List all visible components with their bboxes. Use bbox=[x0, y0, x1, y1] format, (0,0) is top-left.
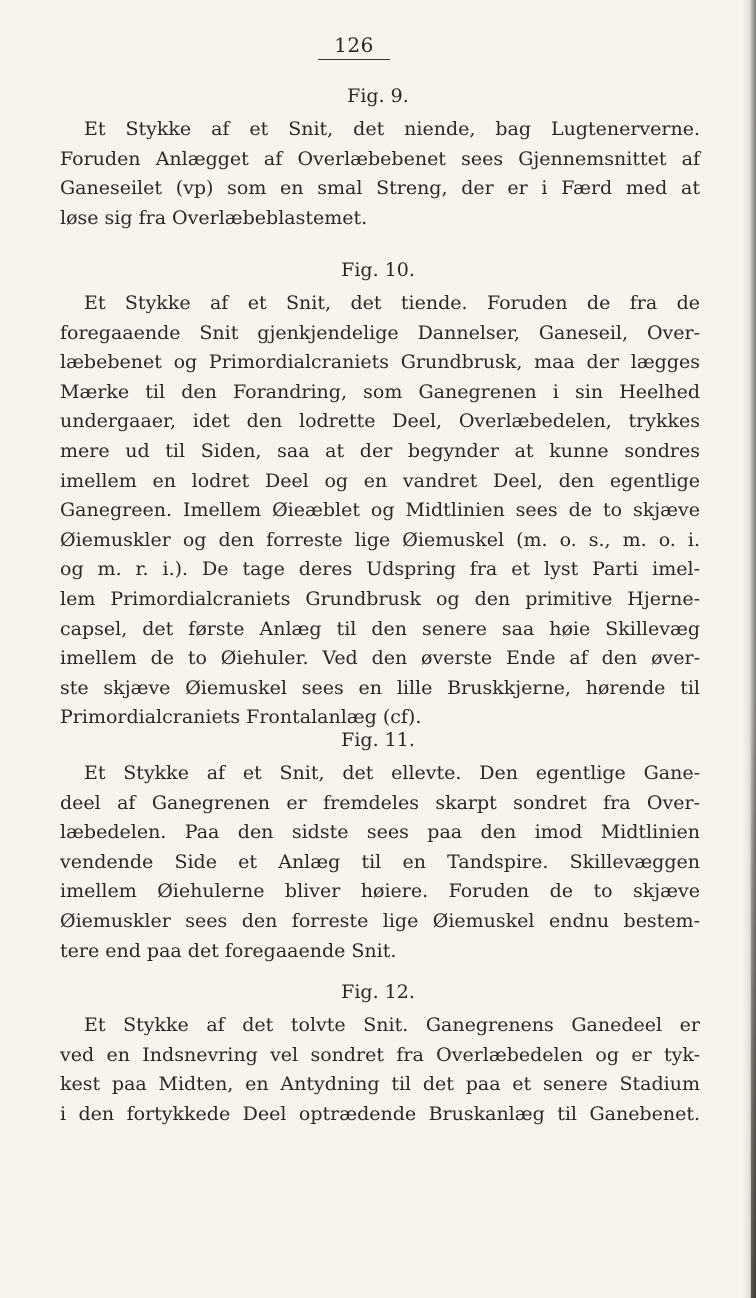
text-line: Foruden Anlægget af Overlæbebenet sees Gjennemsnittet af bbox=[60, 147, 700, 170]
text-line: Primordialcraniets Frontalanlæg (cf). bbox=[60, 706, 422, 729]
text-line: imellem Øiehulerne bliver høiere. Foruden de to skjæve bbox=[60, 880, 700, 903]
fig-10-heading: Fig. 10. bbox=[341, 259, 415, 281]
text-line: Mærke til den Forandring, som Ganegrenen i sin Heelhed bbox=[60, 380, 700, 403]
fig-11-heading: Fig. 11. bbox=[341, 729, 415, 751]
text-line: Et Stykke af et Snit, det ellevte. Den egentlige Gane- bbox=[84, 762, 700, 784]
text-line: Ganegreen. Imellem Øieæblet og Midtlinien sees de to skjæve bbox=[60, 499, 700, 522]
text-line: Øiemuskler sees den forreste lige Øiemuskel endnu bestem- bbox=[60, 909, 700, 932]
fig-11-paragraph bbox=[60, 759, 700, 966]
text-line: vendende Side et Anlæg til en Tandspire. Skillevæggen bbox=[60, 850, 700, 873]
text-line: lem Primordialcraniets Grundbrusk og den primitive Hjerne- bbox=[60, 587, 700, 610]
fig-9-heading: Fig. 9. bbox=[347, 85, 409, 107]
text-line: og m. r. i.). De tage deres Udspring fra et lyst Parti imel- bbox=[60, 558, 700, 581]
fig-9-paragraph bbox=[60, 115, 700, 233]
text-line: i den fortykkede Deel optrædende Bruskanlæg til Ganebenet. bbox=[60, 1102, 700, 1125]
text-line: tere end paa det foregaaende Snit. bbox=[60, 939, 397, 962]
text-line: imellem en lodret Deel og en vandret Deel, den egentlige bbox=[60, 469, 700, 492]
text-line: Et Stykke af et Snit, det niende, bag Lugtenerverne. bbox=[84, 118, 700, 140]
fig-12-heading: Fig. 12. bbox=[341, 981, 415, 1003]
text-line: Øiemuskler og den forreste lige Øiemuskel (m. o. s., m. o. i. bbox=[60, 528, 700, 551]
text-line: læbebenet og Primordialcraniets Grundbrusk, maa der lægges bbox=[60, 351, 700, 374]
fig-12-paragraph bbox=[60, 1011, 700, 1129]
text-line: læbedelen. Paa den sidste sees paa den imod Midtlinien bbox=[60, 821, 700, 844]
page-number: 126 bbox=[318, 32, 390, 60]
text-line: imellem de to Øiehuler. Ved den øverste Ende af den øver- bbox=[60, 647, 700, 670]
text-line: Et Stykke af et Snit, det tiende. Foruden de fra de bbox=[84, 292, 700, 314]
text-line: Et Stykke af det tolvte Snit. Ganegrenens Ganedeel er bbox=[84, 1014, 700, 1036]
text-line: foregaaende Snit gjenkjendelige Dannelser, Ganeseil, Over- bbox=[60, 321, 700, 344]
text-line: ved en Indsnevring vel sondret fra Overlæbedelen og er tyk- bbox=[60, 1043, 700, 1066]
text-line: Ganeseilet (vp) som en smal Streng, der er i Færd med at bbox=[60, 177, 700, 200]
text-line: capsel, det første Anlæg til den senere saa høie Skillevæg bbox=[60, 617, 700, 640]
text-line: mere ud til Siden, saa at der begynder at kunne sondres bbox=[60, 439, 700, 462]
text-line: kest paa Midten, en Antydning til det paa et senere Stadium bbox=[60, 1073, 700, 1096]
text-line: deel af Ganegrenen er fremdeles skarpt sondret fra Over- bbox=[60, 791, 700, 814]
text-line: ste skjæve Øiemuskel sees en lille Bruskkjerne, hørende til bbox=[60, 676, 700, 699]
text-line: undergaaer, idet den lodrette Deel, Overlæbedelen, trykkes bbox=[60, 410, 700, 433]
fig-10-paragraph bbox=[60, 289, 700, 733]
text-line: løse sig fra Overlæbeblastemet. bbox=[60, 206, 368, 229]
